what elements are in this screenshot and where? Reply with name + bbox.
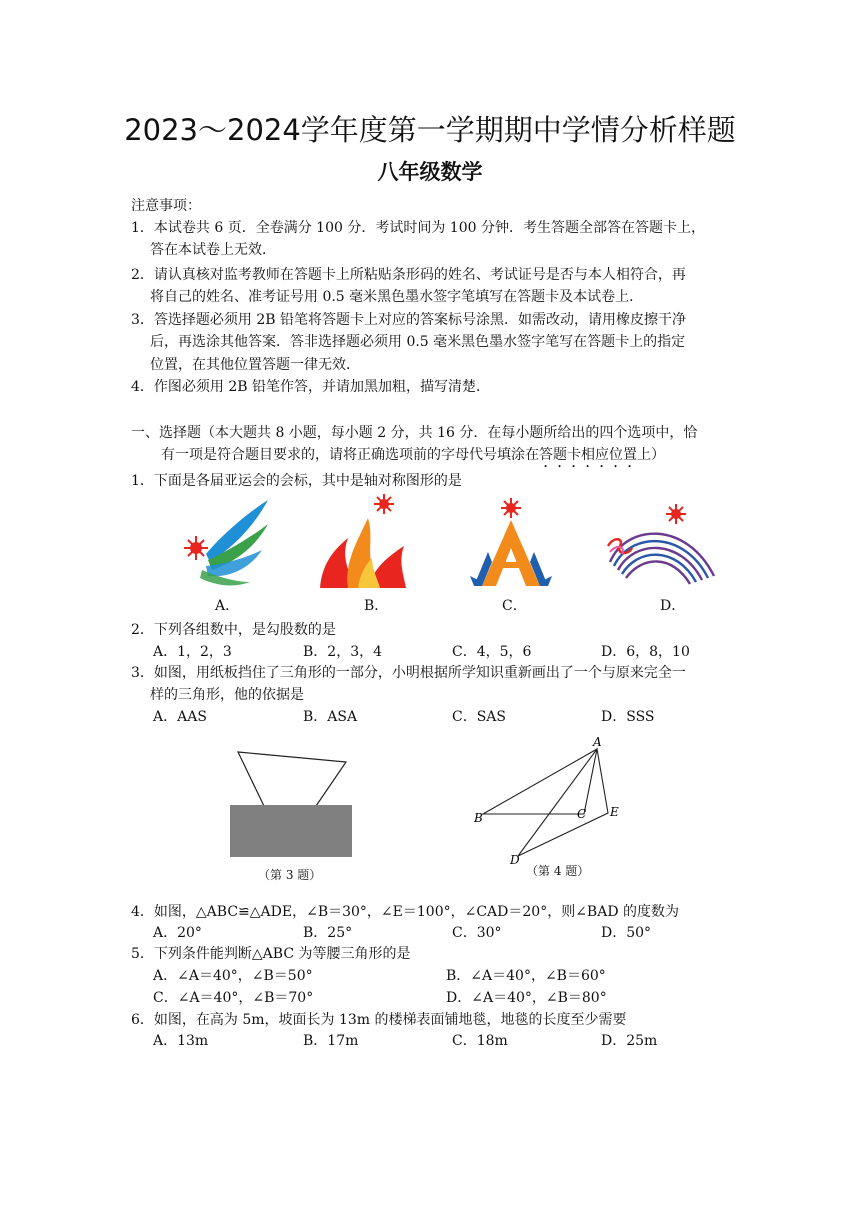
q6-option-a: A．13m	[153, 1033, 209, 1049]
q5-option-c: C．∠A＝40°，∠B＝70°	[153, 990, 314, 1006]
q3-stem-line-2: 样的三角形，他的依据是	[150, 687, 304, 703]
q2-option-d: D．6，8，10	[601, 644, 690, 660]
q4-stem: 4．如图，△ABC≌△ADE，∠B＝30°，∠E＝100°，∠CAD＝20°，则∠BAD 的度数为	[131, 904, 679, 920]
page-title: 2023～2024学年度第一学期期中学情分析样题	[124, 113, 736, 147]
q4-option-c: C．30°	[452, 925, 502, 941]
q3-option-b: B．ASA	[303, 709, 358, 725]
q1-option-a-label: A．	[215, 598, 240, 614]
q3-figure	[222, 748, 358, 860]
sun-burst-icon	[501, 498, 521, 518]
q6-option-b: B．17m	[303, 1033, 359, 1049]
notice-heading: 注意事项：	[131, 198, 201, 214]
q6-option-c: C．18m	[452, 1033, 508, 1049]
q1-stem: 1．下面是各届亚运会的会标，其中是轴对称图形的是	[131, 473, 462, 489]
triangle-visible-part	[238, 752, 346, 806]
triangle-abc	[483, 749, 597, 814]
asian-games-logo-b	[318, 492, 408, 588]
q5-option-a: A．∠A＝40°，∠B＝50°	[153, 968, 313, 984]
asian-games-logo-d	[606, 502, 718, 586]
section-1-heading-part-c: 上）	[637, 447, 665, 463]
q2-option-c: C．4，5，6	[452, 644, 532, 660]
page-subtitle: 八年级数学	[377, 160, 483, 184]
section-1-heading-line-1: 一、选择题（本大题共 8 小题，每小题 2 分，共 16 分．在每小题所给出的四个选项中，恰	[131, 425, 698, 441]
vertex-d-label: D	[510, 853, 520, 867]
section-1-heading-part-a: 有一项是符合题目要求的，请将正确选项前的字母代号填涂在	[161, 447, 539, 463]
cardboard-cover	[230, 805, 352, 857]
notice-item-1-line-2: 答在本试卷上无效．	[150, 242, 276, 258]
q2-option-b: B．2，3，4	[303, 644, 383, 660]
section-1-heading-line-2	[161, 445, 665, 471]
notice-item-3-line-3: 位置，在其他位置答题一律无效．	[150, 357, 360, 373]
sun-burst-icon	[374, 494, 394, 514]
asian-games-logo-c	[470, 496, 552, 588]
q4-option-b: B．25°	[303, 925, 353, 941]
q1-option-b-label: B．	[364, 598, 389, 614]
q3-option-a: A．AAS	[153, 709, 207, 725]
notice-item-2-line-1: 2．请认真核对监考教师在答题卡上所粘贴条形码的姓名、考试证号是否与本人相符合，再	[131, 267, 686, 283]
vertex-b-label: B	[474, 811, 483, 825]
q5-option-b: B．∠A＝40°，∠B＝60°	[446, 968, 606, 984]
q3-option-d: D．SSS	[601, 709, 655, 725]
q5-option-d: D．∠A＝40°，∠B＝80°	[446, 990, 607, 1006]
notice-item-2-line-2: 将自己的姓名、准考证号用 0.5 毫米黑色墨水签字笔填写在答题卡及本试卷上．	[150, 289, 644, 305]
q3-stem-line-1: 3．如图，用纸板挡住了三角形的一部分，小明根据所学知识重新画出了一个与原来完全一	[131, 665, 686, 681]
q4-option-a: A．20°	[153, 925, 202, 941]
q2-stem: 2．下列各组数中，是勾股数的是	[131, 622, 336, 638]
q4-caption: （第 4 题）	[526, 864, 590, 878]
notice-item-4: 4．作图必须用 2B 铅笔作答，并请加黑加粗，描写清楚．	[131, 379, 491, 395]
q4-figure	[470, 734, 630, 868]
q2-option-a: A．1，2，3	[153, 644, 232, 660]
q1-option-c-label: C．	[502, 598, 527, 614]
notice-item-3-line-2: 后，再选涂其他答案．答非选择题必须用 0.5 毫米黑色墨水签字笔写在答题卡上的指定	[150, 334, 686, 350]
q5-stem: 5．下列条件能判断△ABC 为等腰三角形的是	[131, 946, 411, 962]
q4-option-d: D．50°	[601, 925, 652, 941]
sun-burst-icon	[184, 536, 208, 560]
triangle-ade	[518, 749, 608, 856]
answer-sheet-emphasis: 答题卡相应位置	[539, 447, 637, 463]
notice-item-3-line-1: 3．答选择题必须用 2B 铅笔将答题卡上对应的答案标号涂黑．如需改动，请用橡皮擦干净	[131, 312, 687, 328]
asian-games-logo-a	[176, 496, 276, 588]
vertex-e-label: E	[610, 805, 619, 819]
q1-option-d-label: D．	[660, 598, 686, 614]
sun-burst-icon	[666, 504, 686, 524]
notice-item-1-line-1: 1．本试卷共 6 页．全卷满分 100 分．考试时间为 100 分钟．考生答题全部答在答题卡上，	[131, 220, 705, 236]
q6-stem: 6．如图，在高为 5m，坡面长为 13m 的楼梯表面铺地毯，地毯的长度至少需要	[131, 1012, 627, 1028]
q3-caption: （第 3 题）	[258, 868, 322, 882]
vertex-c-label: C	[577, 807, 587, 821]
q6-option-d: D．25m	[601, 1033, 658, 1049]
vertex-a-label: A	[593, 735, 602, 749]
q3-option-c: C．SAS	[452, 709, 507, 725]
